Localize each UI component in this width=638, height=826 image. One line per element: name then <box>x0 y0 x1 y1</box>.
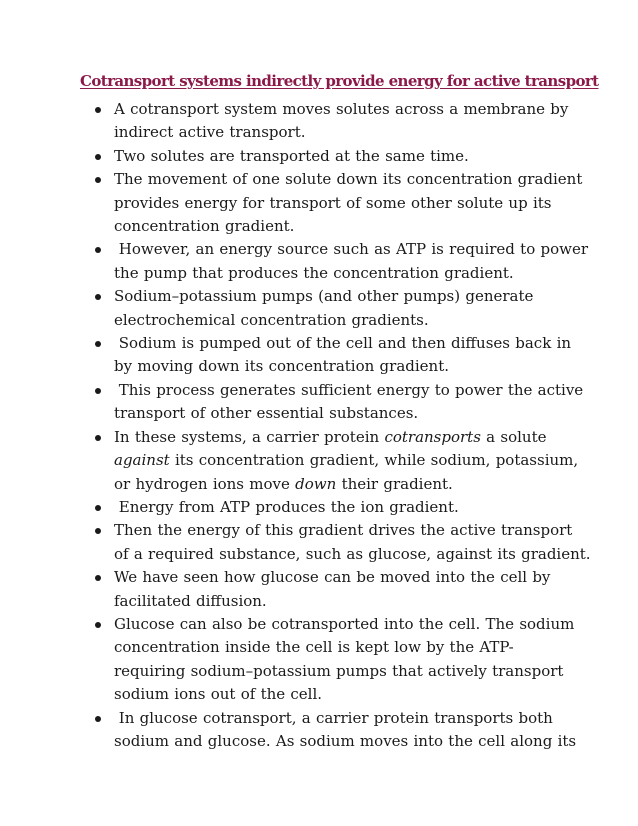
text-line <box>114 238 589 261</box>
list-item <box>0 379 584 426</box>
text-segment: The movement of one solute down its concentration gradient <box>114 170 583 189</box>
text-segment: However, an energy source such as ATP is required to power <box>114 240 589 259</box>
list-item <box>0 496 574 519</box>
text-line <box>114 309 574 332</box>
bullet-dot-icon <box>95 294 101 300</box>
emphasized-text: against <box>114 451 170 470</box>
text-segment: concentration inside the cell is kept low by the ATP- <box>114 638 514 657</box>
text-segment: Energy from ATP produces the ion gradient. <box>114 497 459 516</box>
text-segment: of a required substance, such as glucose, against its gradient. <box>114 544 591 563</box>
text-segment: In these systems, a carrier protein <box>114 427 385 446</box>
list-item <box>0 285 574 332</box>
bullet-dot-icon <box>95 622 101 628</box>
list-item <box>0 238 589 285</box>
text-line <box>114 332 574 355</box>
bullet-dot-icon <box>95 388 101 394</box>
text-segment: Sodium–potassium pumps (and other pumps) generate <box>114 287 534 306</box>
text-segment: We have seen how glucose can be moved into the cell by <box>114 568 551 587</box>
text-segment: electrochemical concentration gradients. <box>114 310 429 329</box>
emphasized-text: down <box>295 474 337 493</box>
text-line <box>114 707 574 730</box>
text-line <box>114 543 591 566</box>
text-segment: by moving down its concentration gradient. <box>114 357 449 376</box>
text-line <box>114 730 577 753</box>
text-line <box>114 426 574 449</box>
bullet-dot-icon <box>95 107 101 113</box>
text-segment: transport of other essential substances. <box>114 404 419 423</box>
text-line <box>114 519 574 542</box>
text-segment: Glucose can also be cotransported into the cell. The sodium <box>114 614 575 633</box>
list-item <box>0 519 591 566</box>
list-item <box>0 566 574 613</box>
text-line <box>114 168 583 191</box>
text-segment: their gradient. <box>336 474 453 493</box>
text-line <box>114 683 574 706</box>
bullet-dot-icon <box>95 716 101 722</box>
text-segment: the pump that produces the concentration gradient. <box>114 263 514 282</box>
list-item <box>0 707 577 754</box>
text-line <box>114 566 574 589</box>
page-title: Cotransport systems indirectly provide energy for active transport <box>80 72 599 90</box>
text-line <box>114 636 574 659</box>
text-segment: sodium and glucose. As sodium moves into the cell along its <box>114 731 577 750</box>
bullet-dot-icon <box>95 505 101 511</box>
text-segment: a solute <box>480 427 547 446</box>
text-line <box>114 402 574 425</box>
text-line <box>114 192 574 215</box>
list-item <box>0 426 579 496</box>
text-segment: facilitated diffusion. <box>114 591 267 610</box>
text-line <box>114 145 574 168</box>
text-line <box>114 285 574 308</box>
bullet-dot-icon <box>95 528 101 534</box>
text-line <box>114 496 574 519</box>
text-line <box>114 98 574 121</box>
text-segment: Two solutes are transported at the same time. <box>114 146 469 165</box>
list-item <box>0 98 574 145</box>
list-item <box>0 145 574 168</box>
text-segment: concentration gradient. <box>114 217 295 236</box>
text-line <box>114 590 574 613</box>
bullet-dot-icon <box>95 435 101 441</box>
text-line <box>114 660 574 683</box>
list-item <box>0 332 574 379</box>
text-line <box>114 613 574 636</box>
text-segment: or hydrogen ions move <box>114 474 296 493</box>
bullet-dot-icon <box>95 575 101 581</box>
bullet-list <box>0 98 591 753</box>
text-segment: sodium ions out of the cell. <box>114 685 323 704</box>
text-line <box>114 379 584 402</box>
text-segment: indirect active transport. <box>114 123 306 142</box>
text-segment: Then the energy of this gradient drives the active transport <box>114 521 573 540</box>
text-line <box>114 262 574 285</box>
text-line <box>114 355 574 378</box>
text-segment: A cotransport system moves solutes across a membrane by <box>114 100 569 118</box>
list-item <box>0 168 583 238</box>
list-item <box>0 613 574 707</box>
text-line <box>114 473 574 496</box>
text-line <box>114 215 574 238</box>
bullet-dot-icon <box>95 154 101 160</box>
text-segment: provides energy for transport of some other solute up its <box>114 193 552 212</box>
emphasized-text: cotransports <box>384 427 481 446</box>
bullet-dot-icon <box>95 177 101 183</box>
text-segment: This process generates sufficient energy to power the active <box>114 380 584 399</box>
text-segment: requiring sodium–potassium pumps that actively transport <box>114 661 564 680</box>
text-line <box>114 121 574 144</box>
text-segment: Sodium is pumped out of the cell and then diffuses back in <box>114 334 572 353</box>
bullet-dot-icon <box>95 341 101 347</box>
text-line <box>114 449 579 472</box>
text-segment: its concentration gradient, while sodium, potassium, <box>169 451 579 470</box>
text-segment: In glucose cotransport, a carrier protein transports both <box>114 708 553 727</box>
bullet-dot-icon <box>95 247 101 253</box>
